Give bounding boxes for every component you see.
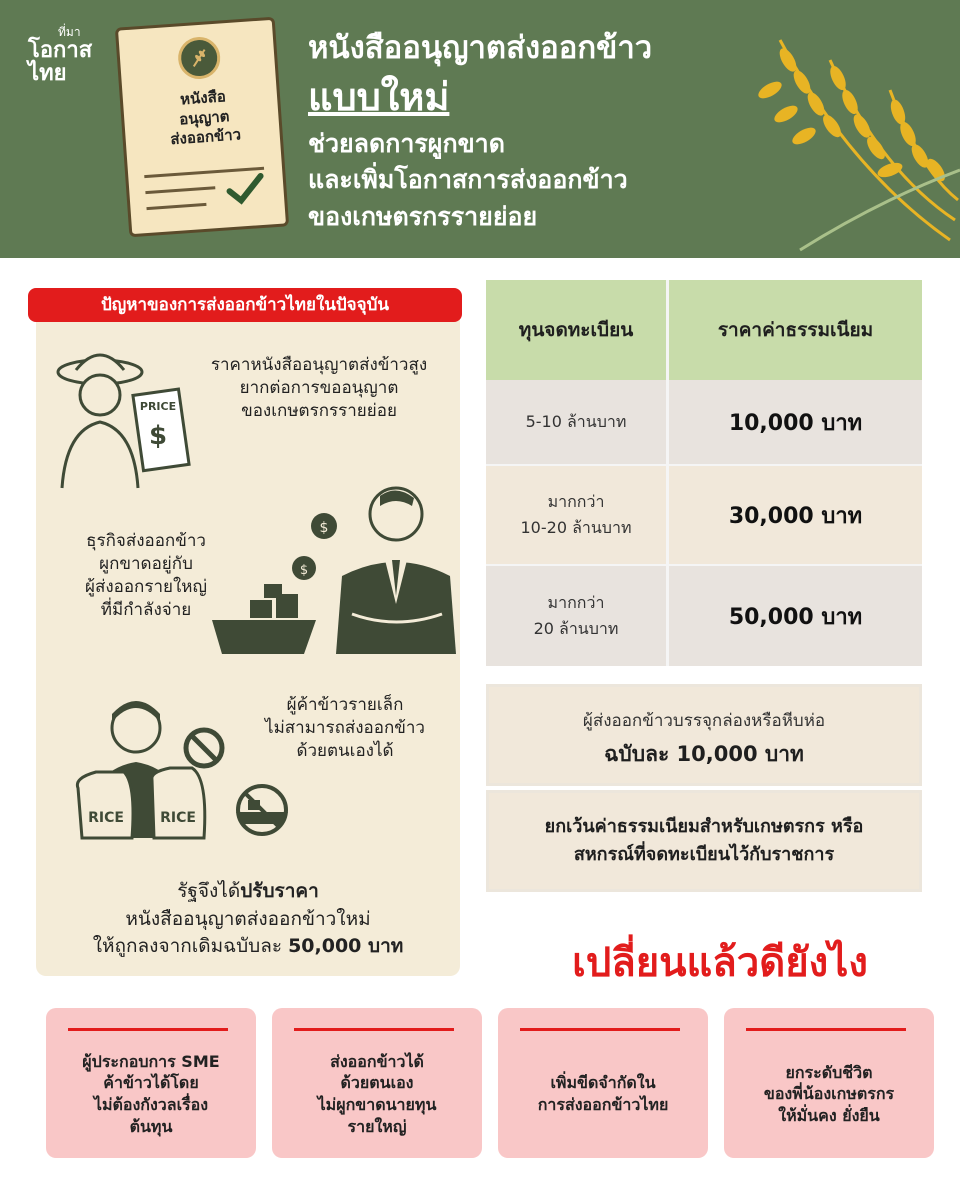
benefit-text: ผู้ประกอบการ SME ค้าข้าวได้โดย ไม่ต้องกังวลเรื่อง ต้นทุน: [82, 1051, 220, 1136]
rice-seal-icon: [177, 36, 222, 81]
table-cell-fee: 50,000 บาท: [669, 566, 922, 666]
conclusion-part: ให้ถูกลงจากเดิมฉบับละ: [92, 935, 289, 958]
problem-small-trader: ผู้ค้าข้าวรายเล็ก ไม่สามารถส่งออกข้าว ด้วยตนเองได้: [265, 695, 425, 761]
table-header-fee: ราคาค่าธรรมเนียม: [669, 280, 922, 380]
problem-monopoly: ธุรกิจส่งออกข้าว ผูกขาดอยู่กับ ผู้ส่งออกรายใหญ่ ที่มีกำลังจ่าย: [85, 531, 207, 620]
page-title: หนังสืออนุญาตส่งออกข้าว: [308, 30, 653, 66]
rice-sack-label: RICE: [160, 810, 196, 826]
fee-table: [486, 280, 922, 666]
table-cell-fee: 10,000 บาท: [669, 380, 922, 464]
benefit-text: ส่งออกข้าวได้ ด้วยตนเอง ไม่ผูกขาดนายทุน รายใหญ่: [317, 1051, 437, 1136]
document-title: หนังสือ อนุญาต ส่งออกข้าว: [169, 87, 242, 149]
conclusion-part: หนังสืออนุญาตส่งออกข้าวใหม่: [125, 907, 371, 930]
table-cell-fee: 30,000 บาท: [669, 466, 922, 564]
page-title-emphasis: แบบใหม่: [308, 75, 450, 119]
subtitle-line: และเพิ่มโอกาสการส่งออกข้าว: [308, 165, 628, 195]
problem-high-price: ราคาหนังสืออนุญาตส่งข้าวสูง ยากต่อการขออนุญาต ของเกษตรกรรายย่อย: [210, 355, 428, 421]
benefit-card: [272, 1008, 482, 1158]
document-line: [145, 186, 215, 194]
conclusion-text: [36, 878, 460, 961]
table-cell-range: มากกว่า 10-20 ล้านบาท: [486, 466, 666, 564]
header-banner: [0, 0, 960, 258]
svg-text:$: $: [148, 421, 168, 451]
table-header-capital: ทุนจดทะเบียน: [486, 280, 666, 380]
conclusion-emphasis: ปรับราคา: [240, 880, 319, 902]
svg-text:$: $: [319, 520, 329, 536]
card-divider: [520, 1028, 680, 1031]
benefit-card: [498, 1008, 708, 1158]
benefit-text: ยกระดับชีวิต ของพี่น้องเกษตรกร ให้มั่นคง ยั่งยืน: [763, 1062, 895, 1125]
benefit-text: เพิ่มขีดจำกัดใน การส่งออกข้าวไทย: [537, 1073, 669, 1114]
page-subtitle: [308, 126, 628, 235]
card-divider: [294, 1028, 454, 1031]
license-document-illustration: [115, 17, 289, 238]
benefit-card: [46, 1008, 256, 1158]
exemption-note: ยกเว้นค่าธรรมเนียมสำหรับเกษตรกร หรือ สหกรณ์ที่จดทะเบียนไว้กับราชการ: [486, 790, 922, 892]
checkmark-icon: [224, 171, 266, 208]
brand-small-text: ที่มา: [58, 25, 81, 39]
card-divider: [68, 1028, 228, 1031]
wheat-icon: [740, 20, 960, 258]
rice-sack-label: RICE: [88, 810, 124, 826]
conclusion-part: รัฐจึงได้: [177, 880, 241, 902]
card-divider: [746, 1028, 906, 1031]
table-cell-range: 5-10 ล้านบาท: [486, 380, 666, 464]
price-tag-label: PRICE: [139, 400, 177, 413]
subtitle-line: ช่วยลดการผูกขาด: [308, 129, 505, 158]
brand-name-line2: ไทย: [28, 60, 67, 86]
note-fee: ฉบับละ 10,000 บาท: [604, 742, 804, 766]
brand-name-line1: โอกาส: [28, 37, 93, 63]
benefit-card: [724, 1008, 934, 1158]
problems-heading: ปัญหาของการส่งออกข้าวไทยในปัจจุบัน: [28, 288, 462, 322]
note-text: ผู้ส่งออกข้าวบรรจุกล่องหรือหีบห่อ: [582, 711, 826, 731]
table-cell-range: มากกว่า 20 ล้านบาท: [486, 566, 666, 666]
conclusion-emphasis: 50,000 บาท: [288, 935, 404, 958]
farmer-price-illustration: [52, 340, 192, 490]
benefits-title: เปลี่ยนแล้วดียังไง: [572, 940, 868, 986]
packaged-exporter-note: [486, 684, 922, 786]
document-line: [146, 203, 206, 210]
svg-text:$: $: [299, 563, 309, 578]
brand-logo: [28, 26, 92, 85]
subtitle-line: ของเกษตรกรรายย่อย: [308, 201, 538, 231]
